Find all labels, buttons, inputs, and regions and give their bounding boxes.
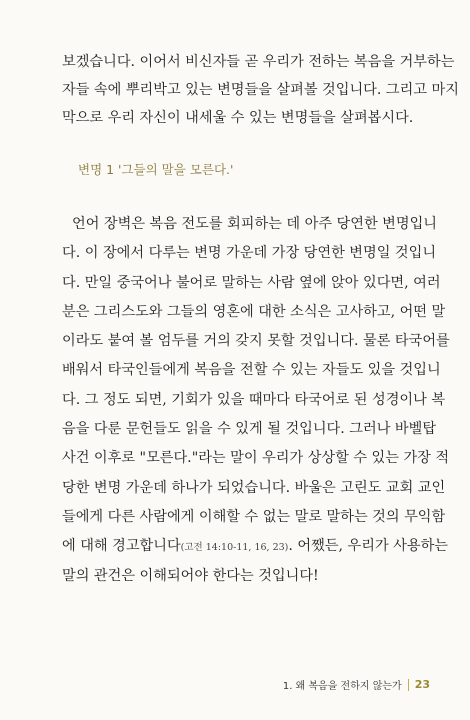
body-line: 언어 장벽은 복음 전도를 회피하는 데 아주 당연한 변명입니 (72, 216, 438, 232)
body-line: 말의 관건은 이해되어야 한다는 것입니다! (62, 567, 319, 584)
scripture-reference: (고전 14:10-11, 16, 23) (180, 542, 289, 554)
intro-paragraph (62, 48, 459, 132)
body-line-with-reference (62, 532, 448, 561)
body-line: 다. 이 장에서 다루는 변명 가운데 가장 당연한 변명일 것입니 (62, 245, 437, 262)
body-line: 이라도 붙여 볼 엄두를 거의 갖지 못할 것입니다. 물론 타국어를 (62, 333, 450, 350)
body-text: 에 대해 경고합니다 (62, 538, 181, 555)
body-paragraph (62, 210, 450, 591)
body-line: 사건 이후로 "모른다."라는 말이 우리가 상상할 수 있는 가장 적 (62, 450, 450, 467)
body-line: 배워서 타국인들에게 복음을 전할 수 있는 자들도 있을 것입니 (62, 362, 441, 379)
body-line: 다. 만일 중국어나 불어로 말하는 사람 옆에 앉아 있다면, 여러 (62, 274, 441, 291)
running-chapter-title: 1. 왜 복음을 전하지 않는가 (282, 681, 402, 692)
body-line: 들에게 다른 사람에게 이해할 수 없는 말로 말하는 것의 무익함 (62, 508, 446, 525)
intro-line: 자들 속에 뿌리박고 있는 변명들을 살펴볼 것입니다. 그리고 마지 (62, 82, 459, 98)
intro-line: 막으로 우리 자신이 내세울 수 있는 변명들을 살펴봅시다. (62, 110, 414, 126)
body-line: 음을 다룬 문헌들도 읽을 수 있게 될 것입니다. 그러나 바벨탑 (62, 421, 437, 438)
section-heading: 변명 1 '그들의 말을 모른다.' (78, 162, 234, 177)
body-line: 다. 그 정도 되면, 기회가 있을 때마다 타국어로 된 성경이나 복 (62, 391, 446, 408)
page-number: 23 (414, 678, 430, 691)
body-text: . 어쨌든, 우리가 사용하는 (288, 538, 448, 555)
footer-divider (408, 679, 409, 691)
page-footer (283, 677, 430, 692)
body-line: 분은 그리스도와 그들의 영혼에 대한 소식은 고사하고, 어떤 말 (62, 303, 446, 320)
intro-line: 보겠습니다. 이어서 비신자들 곧 우리가 전하는 복음을 거부하는 (62, 54, 455, 70)
body-line: 당한 변명 가운데 하나가 되었습니다. 바울은 고린도 교회 교인 (62, 479, 446, 496)
